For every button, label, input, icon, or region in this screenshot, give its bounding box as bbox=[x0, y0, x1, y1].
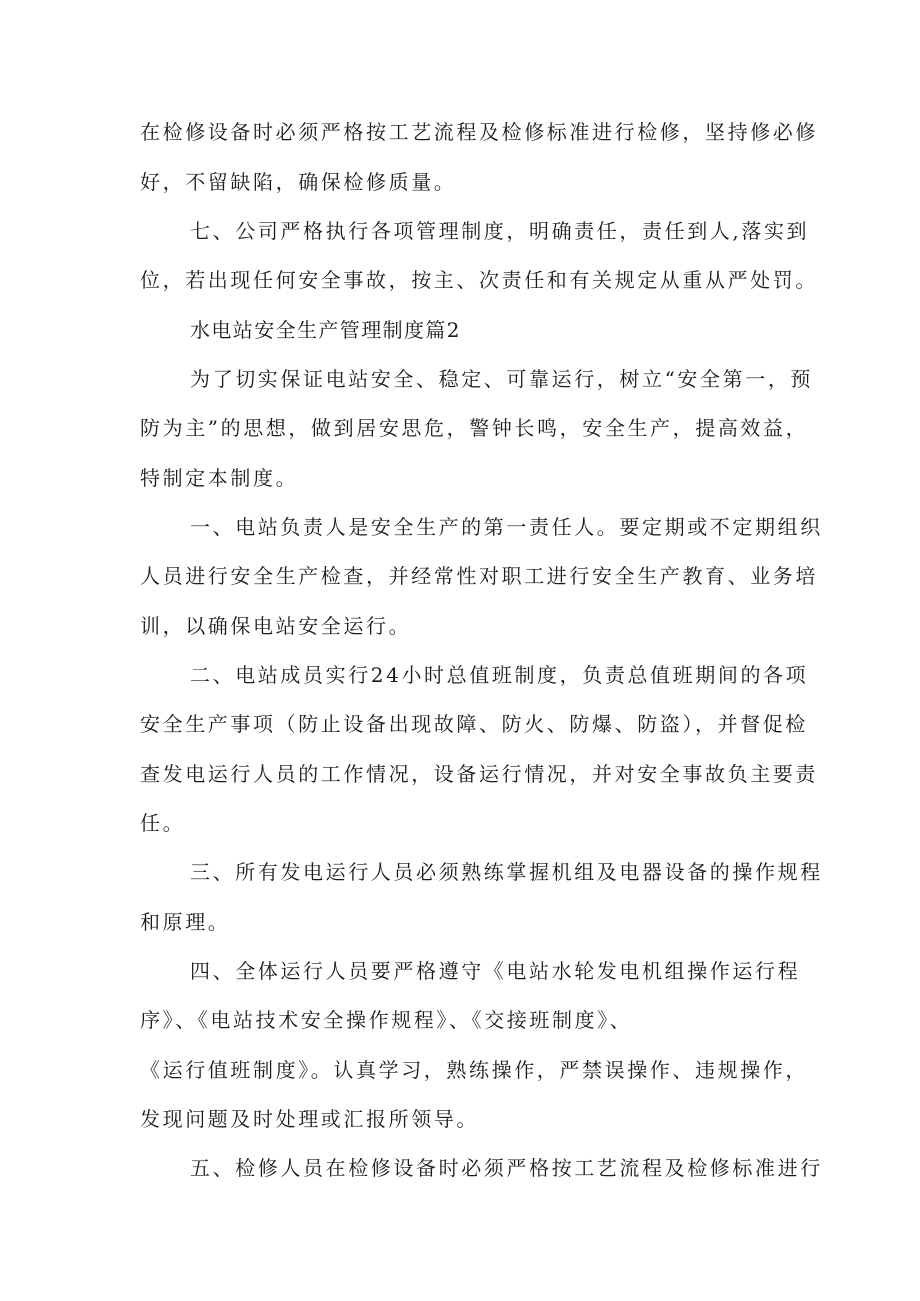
text-line: 和原理。 bbox=[140, 910, 231, 934]
text-line: 一、电站负责人是安全生产的第一责任人。要定期或不定期组织 bbox=[190, 515, 823, 539]
text-line: 序》、《电站技术安全操作规程》、《交接班制度》、 bbox=[140, 1008, 633, 1032]
text-line: 《运行值班制度》。认真学习，熟练操作，严禁误操作、违规操作， bbox=[140, 1058, 808, 1082]
text-line: 训，以确保电站安全运行。 bbox=[140, 614, 412, 638]
text-line: 七、公司严格执行各项管理制度，明确责任，责任到人,落实到 bbox=[190, 219, 810, 243]
text-line: 查发电运行人员的工作情况，设备运行情况，并对安全事故负主要责 bbox=[140, 762, 818, 786]
text-line: 四、全体运行人员要严格遵守《电站水轮发电机组操作运行程 bbox=[190, 959, 801, 983]
text-line: 为了切实保证电站安全、稳定、可靠运行，树立“安全第一，预 bbox=[190, 367, 814, 391]
text-line: 任。 bbox=[140, 811, 186, 835]
text-line: 在检修设备时必须严格按工艺流程及检修标准进行检修，坚持修必修 bbox=[140, 120, 818, 144]
text-line: 三、所有发电运行人员必须熟练掌握机组及电器设备的操作规程 bbox=[190, 860, 823, 884]
text-line: 人员进行安全生产检查，并经常性对职工进行安全生产教育、业务培 bbox=[140, 564, 818, 588]
text-line: 位，若出现任何安全事故，按主、次责任和有关规定从重从严处罚。 bbox=[140, 268, 818, 292]
text-line: 特制定本制度。 bbox=[140, 466, 299, 490]
text-line: 好，不留缺陷，确保检修质量。 bbox=[140, 170, 457, 194]
text-line: 安全生产事项（防止设备出现故障、防火、防爆、防盗），并督促检 bbox=[140, 712, 808, 736]
text-line: 发现问题及时处理或汇报所领导。 bbox=[140, 1107, 479, 1131]
section-heading: 水电站安全生产管理制度篇2 bbox=[190, 318, 461, 342]
text-line: 五、检修人员在检修设备时必须严格按工艺流程及检修标准进行 bbox=[190, 1156, 823, 1180]
text-line: 防为主”的思想，做到居安思危，警钟长鸣，安全生产，提高效益， bbox=[140, 416, 809, 440]
text-line: 二、电站成员实行24小时总值班制度，负责总值班期间的各项 bbox=[190, 663, 809, 687]
